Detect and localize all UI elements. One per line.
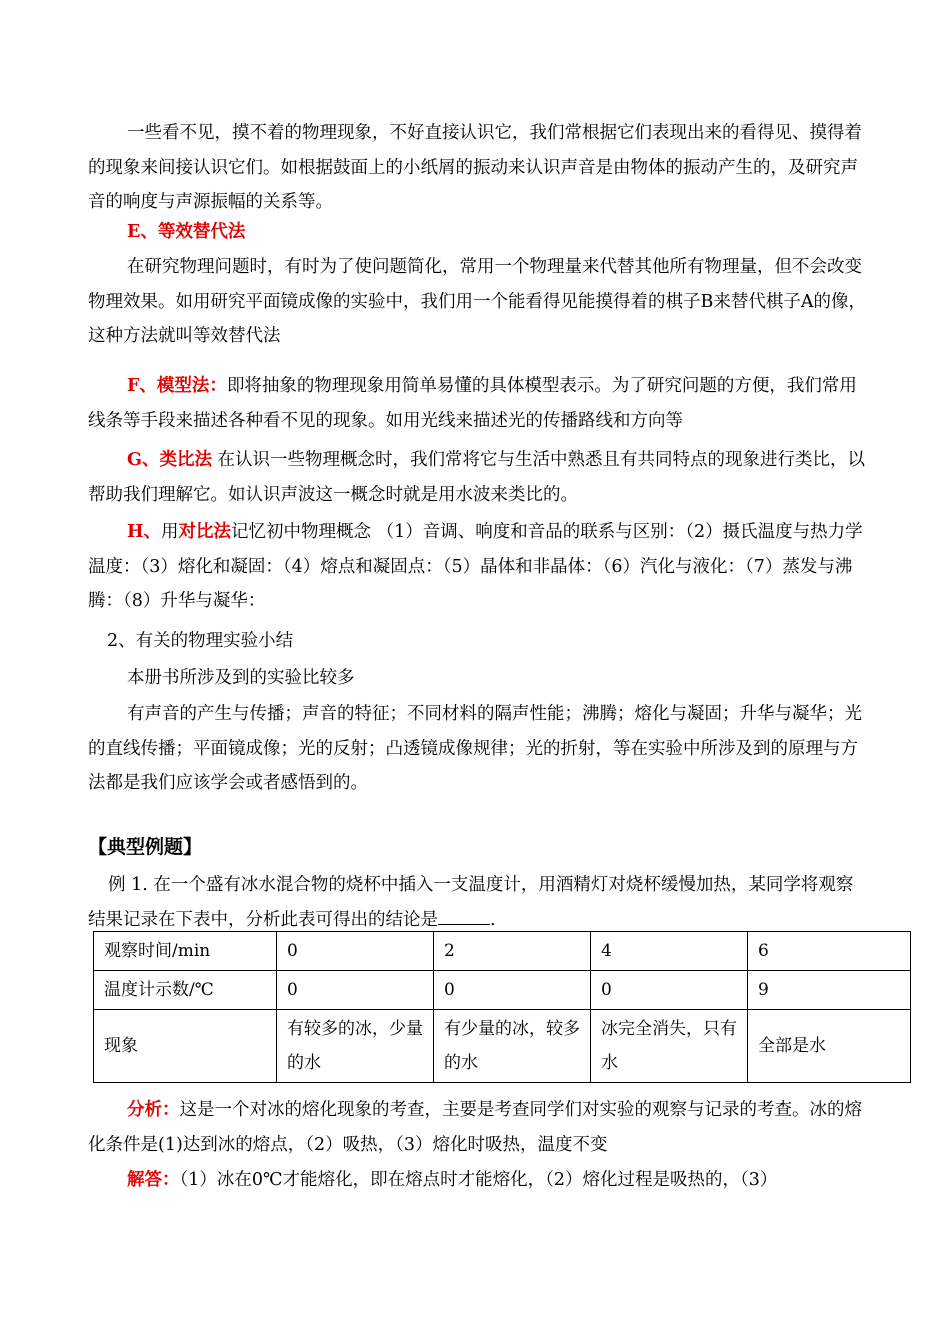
section-g-label: G、类比法	[127, 450, 212, 470]
item2-heading: 2、有关的物理实验小结	[107, 631, 294, 651]
answer-text: （1）冰在0℃才能熔化，即在熔点时才能熔化，（2）熔化过程是吸热的，（3）	[179, 1170, 778, 1190]
intro-paragraph: 一些看不见，摸不着的物理现象，不好直接认识它，我们常根据它们表现出来的看得见、摸得着的现象来间接认识它们。如根据鼓面上的小纸屑的振动来认识声音是由物体的振动产生的，及研究声音的响度与声源振幅的关系等。	[88, 123, 862, 212]
table-cell: 0	[434, 971, 591, 1010]
section-f-paragraph	[88, 369, 868, 438]
item2-intro: 本册书所涉及到的实验比较多	[127, 668, 355, 688]
answer-label: 解答：	[127, 1170, 180, 1190]
table-cell: 0	[277, 971, 434, 1010]
table-cell: 4	[591, 932, 748, 971]
table-cell: 2	[434, 932, 591, 971]
answer-paragraph	[88, 1163, 868, 1198]
observation-table	[93, 931, 911, 1083]
table-cell: 6	[748, 932, 911, 971]
table-row	[94, 1010, 911, 1083]
table-cell: 9	[748, 971, 911, 1010]
table-cell: 有较多的冰，少量的水	[277, 1010, 434, 1083]
table-cell: 全部是水	[748, 1010, 911, 1083]
table-cell: 有少量的冰，较多的水	[434, 1010, 591, 1083]
table-cell: 0	[591, 971, 748, 1010]
example-text: 例 1. 在一个盛有冰水混合物的烧杯中插入一支温度计，用酒精灯对烧杯缓慢加热，某同学将观察结果记录在下表中，分析此表可得出的结论是	[88, 875, 854, 930]
item2-body: 有声音的产生与传播；声音的特征；不同材料的隔声性能；沸腾；熔化与凝固；升华与凝华；光的直线传播；平面镜成像；光的反射；凸透镜成像规律；光的折射，等在实验中所涉及到的原理与方法都是我们应该学会或者感悟到的。	[88, 704, 862, 793]
table-row	[94, 971, 911, 1010]
section-h-paragraph	[88, 515, 868, 619]
section-h-body: 记忆初中物理概念 （1）音调、响度和音品的联系与区别：（2）摄氏温度与热力学温度：（3）熔化和凝固：（4）熔点和凝固点：（5）晶体和非晶体：（6）汽化与液化：（7）蒸发与沸腾：（8）升华与凝华：	[88, 522, 863, 611]
analysis-paragraph	[88, 1093, 868, 1162]
section-g-paragraph	[88, 443, 868, 512]
table-cell: 冰完全消失，只有水	[591, 1010, 748, 1083]
table-row	[94, 932, 911, 971]
section-h-mid: 用	[161, 522, 179, 542]
table-cell: 温度计示数/℃	[94, 971, 277, 1010]
section-e-title: E、等效替代法	[127, 222, 246, 242]
section-e-body: 在研究物理问题时，有时为了使问题简化，常用一个物理量来代替其他所有物理量，但不会改变物理效果。如用研究平面镜成像的实验中，我们用一个能看得见能摸得着的棋子B来替代棋子A的像，这种方法就叫等效替代法	[88, 257, 866, 346]
table-cell: 观察时间/min	[94, 932, 277, 971]
analysis-text: 这是一个对冰的熔化现象的考查，主要是考查同学们对实验的观察与记录的考查。冰的熔化条件是(1)达到冰的熔点，（2）吸热，（3）熔化时吸热，温度不变	[88, 1100, 862, 1155]
example-question	[88, 868, 868, 937]
section-title: 【典型例题】	[88, 836, 203, 858]
example-end: .	[490, 909, 496, 930]
answer-blank	[438, 906, 490, 925]
section-f-body: 即将抽象的物理现象用简单易懂的具体模型表示。为了研究问题的方便，我们常用线条等手段来描述各种看不见的现象。如用光线来描述光的传播路线和方向等	[88, 376, 857, 431]
section-h-label: 对比法	[178, 522, 232, 542]
analysis-label: 分析：	[127, 1100, 180, 1120]
section-g-body: 在认识一些物理概念时，我们常将它与生活中熟悉且有共同特点的现象进行类比，以帮助我们理解它。如认识声波这一概念时就是用水波来类比的。	[88, 450, 866, 505]
section-f-label: F、模型法：	[127, 376, 227, 396]
table-cell: 0	[277, 932, 434, 971]
table-cell: 现象	[94, 1010, 277, 1083]
section-h-prefix: H、	[127, 522, 162, 542]
